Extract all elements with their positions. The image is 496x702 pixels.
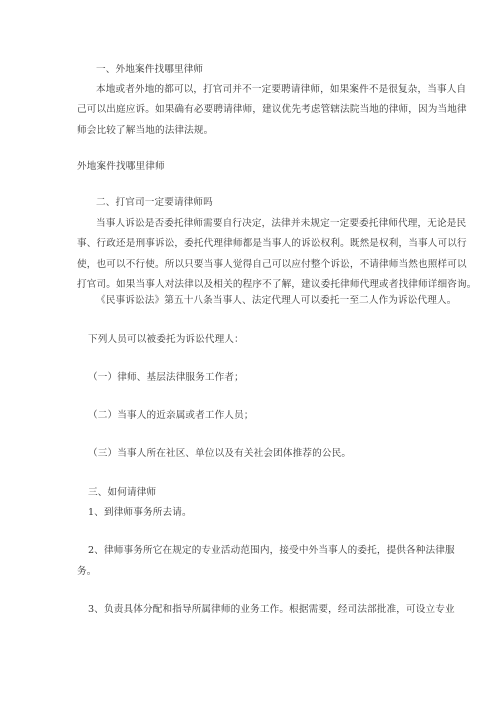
section3-item-3: 3、负责具体分配和指导所属律师的业务工作。根据需要，经司法部批准，可设立专业 — [88, 604, 455, 615]
civil-procedure-law-line: 《民事诉讼法》第五十八条当事人、法定代理人可以委托一至二人作为诉讼代理人。 — [96, 295, 457, 306]
agents-list-item-3: （三）当事人所在社区、单位以及有关社会团体推荐的公民。 — [88, 448, 352, 459]
standalone-title: 外地案件找哪里律师 — [77, 161, 165, 172]
section2-heading: 二、打官司一定要请律师吗 — [96, 197, 213, 208]
section1-para-line-1: 本地或者外地的都可以，打官司并不一定要聘请律师，如果案件不是很复杂，当事人自 — [96, 84, 467, 95]
section3-item-2-line-2: 务。 — [77, 566, 97, 577]
section1-para-line-2: 己可以出庭应诉。如果确有必要聘请律师，建议优先考虑管辖法院当地的律师，因为当地律 — [77, 104, 467, 115]
section2-para-line-3: 使，也可以不行使。所以只要当事人觉得自己可以应付整个诉讼，不请律师当然也照样可以 — [77, 259, 467, 270]
section3-item-1: 1、到律师事务所去请。 — [88, 507, 192, 518]
section2-para-line-1: 当事人诉讼是否委托律师需要自行决定，法律并未规定一定要委托律师代理，无论是民 — [96, 218, 467, 229]
agents-list-item-2: （二）当事人的近亲属或者工作人员； — [88, 410, 254, 421]
section2-para-line-4: 打官司。如果当事人对法律以及相关的程序不了解，建议委托律师代理或者找律师详细咨询。 — [77, 279, 477, 290]
section2-para-line-2: 事、行政还是刑事诉讼，委托代理律师都是当事人的诉讼权利。既然是权利，当事人可以行 — [77, 238, 467, 249]
section3-item-2-line-1: 2、律师事务所它在规定的专业活动范围内，接受中外当事人的委托，提供各种法律服 — [88, 545, 455, 556]
section3-heading: 三、如何请律师 — [88, 487, 157, 498]
section1-heading: 一、外地案件找哪里律师 — [96, 64, 204, 75]
section1-para-line-3: 师会比较了解当地的法律法规。 — [77, 125, 214, 136]
agents-intro: 下列人员可以被委托为诉讼代理人： — [88, 334, 244, 345]
agents-list-item-1: （一）律师、基层法律服务工作者； — [88, 372, 244, 383]
